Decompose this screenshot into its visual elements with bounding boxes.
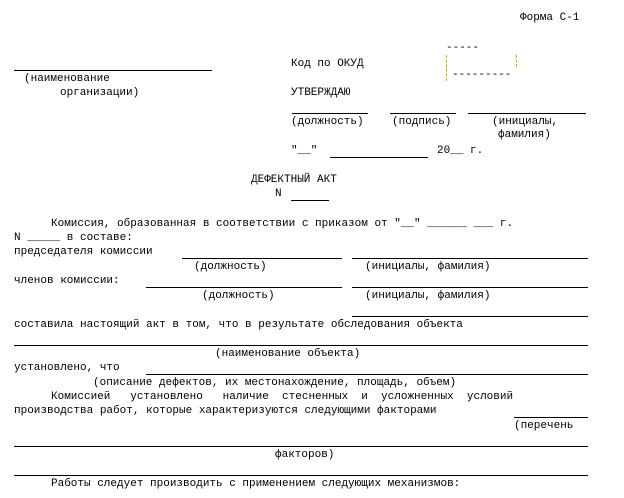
members-position-caption: (должность) [202, 290, 275, 302]
chairman-label: председателя комиссии [14, 246, 153, 258]
okud-label: Код по ОКУД [291, 58, 364, 70]
approve-initials-line [468, 113, 586, 114]
org-name-line [14, 70, 212, 71]
approve-signature-line [390, 113, 456, 114]
approve-signature-caption: (подпись) [392, 116, 452, 128]
chairman-position-caption: (должность) [194, 261, 267, 273]
members-extra-line [352, 316, 588, 317]
chairman-initials-caption: (инициалы, фамилия) [365, 261, 491, 273]
factors-line-1 [514, 417, 588, 418]
okud-box-bottom: --------- [452, 69, 512, 81]
chairman-initials-line [352, 258, 588, 259]
object-caption: (наименование объекта) [215, 348, 361, 360]
factors-caption-2: факторов) [275, 449, 335, 461]
form-label: Форма С-1 [520, 12, 580, 24]
approve-initials-caption-2: фамилия) [498, 129, 551, 141]
established-label: установлено, что [14, 362, 120, 374]
commission-line: Комиссия, образованная в соответствии с приказом от "__" ______ ___ г. [51, 218, 514, 230]
factors-line-2 [14, 446, 588, 447]
approve-position-caption: (должность) [291, 116, 364, 128]
approve-date-month-line [330, 157, 428, 158]
commission-found-line-1: Комиссией установлено наличие стесненных и усложненных условий [51, 391, 514, 403]
approve-date-quote: "__" [291, 145, 318, 157]
approve-initials-caption-1: (инициалы, [492, 116, 559, 128]
chairman-position-line [182, 258, 342, 259]
commission-found-line-2: производства работ, которые характеризуются следующими факторами [14, 405, 437, 417]
mechanisms-line: Работы следует производить с применением следующих механизмов: [51, 478, 461, 490]
members-initials-caption: (инициалы, фамилия) [365, 290, 491, 302]
number-line: N _____ в составе: [14, 232, 133, 244]
org-name-caption-2: организации) [60, 87, 140, 99]
org-name-caption-1: (наименование [24, 73, 110, 85]
okud-box-right-tick [516, 55, 517, 67]
approve-position-line [292, 113, 368, 114]
established-line [146, 374, 588, 375]
approve-date-year: 20__ г. [437, 145, 484, 157]
defects-caption: (описание дефектов, их местонахождение, площадь, объем) [93, 377, 457, 389]
act-number-line [291, 200, 329, 201]
members-label: членов комиссии: [14, 275, 120, 287]
act-number-label: N [275, 188, 282, 200]
approve-title: УТВЕРЖДАЮ [291, 87, 351, 99]
okud-box-top: ----- [446, 42, 480, 54]
factors-caption-1: (перечень [514, 420, 574, 432]
act-title: ДЕФЕКТНЫЙ АКТ [251, 174, 337, 186]
factors-line-3 [14, 475, 588, 476]
members-initials-line [352, 287, 588, 288]
compiled-line: составила настоящий акт в том, что в результате обследования объекта [14, 319, 463, 331]
okud-box-left-tick [446, 55, 447, 81]
object-line [14, 345, 588, 346]
members-position-line [146, 287, 342, 288]
